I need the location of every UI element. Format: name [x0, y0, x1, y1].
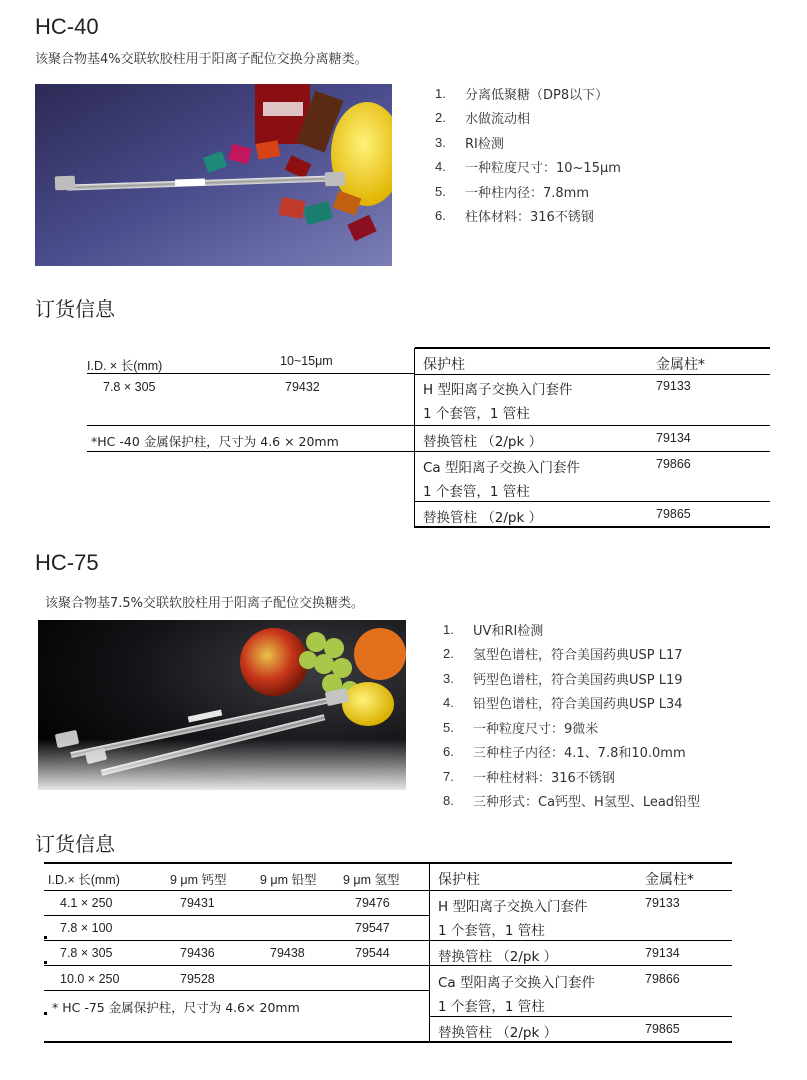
col-header-lead: 9 μm 铅型 — [260, 873, 317, 887]
col-header-size: 10~15μm — [280, 354, 333, 368]
guard-item-sublabel: 1 个套管，1 管柱 — [438, 999, 545, 1015]
col-header-calcium: 9 μm 钙型 — [170, 873, 227, 887]
table-cell-id: 10.0 × 250 — [60, 972, 120, 986]
feature-item: 8. 三种形式：Ca钙型、H氢型、Lead铅型 — [443, 793, 701, 811]
guard-item-sublabel: 1 个套管，1 管柱 — [438, 923, 545, 939]
feature-item: 6. 三种柱子内径：4.1、7.8和10.0mm — [443, 744, 686, 762]
guard-item-part: 79134 — [656, 431, 691, 445]
table-cell-calcium: 79528 — [180, 972, 215, 986]
table-cell-hydrogen: 79476 — [355, 896, 390, 910]
metal-column-header: 金属柱* — [645, 872, 694, 888]
guard-item-part: 79865 — [656, 507, 691, 521]
table-footnote: * HC -75 金属保护柱，尺寸为 4.6× 20mm — [52, 1000, 300, 1015]
guard-item-part: 79133 — [645, 896, 680, 910]
guard-item-label: 替换管柱 （2/pk ） — [438, 949, 558, 965]
hc75-title: HC-75 — [35, 550, 99, 575]
table-cell-id: 7.8 × 100 — [60, 921, 113, 935]
feature-item: 3. 钙型色谱柱，符合美国药典USP L19 — [443, 670, 683, 688]
feature-item: 6. 柱体材料：316不锈钢 — [435, 208, 594, 226]
col-header-id: I.D.× 长(mm) — [48, 873, 120, 887]
feature-item: 4. 铅型色谱柱，符合美国药典USP L34 — [443, 695, 683, 713]
hc40-description: 该聚合物基4%交联软胶柱用于阳离子配位交换分离糖类。 — [35, 52, 368, 67]
feature-item: 2. 氢型色谱柱，符合美国药典USP L17 — [443, 646, 683, 664]
feature-item: 5. 一种柱内径：7.8mm — [435, 183, 590, 201]
hc75-feature-list — [443, 617, 700, 813]
guard-item-sublabel: 1 个套管，1 管柱 — [423, 484, 530, 500]
table-footnote: *HC -40 金属保护柱，尺寸为 4.6 × 20mm — [91, 434, 339, 449]
guard-item-label: 替换管柱 （2/pk ） — [423, 434, 543, 450]
guard-item-label: Ca 型阳离子交换入门套件 — [423, 460, 580, 476]
hc40-order-heading: 订货信息 — [35, 297, 115, 321]
table-cell-id: 7.8 × 305 — [60, 946, 113, 960]
feature-item: 7. 一种柱材料：316不锈钢 — [443, 768, 615, 786]
feature-item: 1. 分离低聚糖（DP8以下） — [435, 85, 609, 103]
feature-item: 4. 一种粒度尺寸：10~15μm — [435, 159, 621, 177]
guard-item-label: H 型阳离子交换入门套件 — [423, 382, 573, 398]
guard-item-sublabel: 1 个套管，1 管柱 — [423, 406, 530, 422]
table-cell-part: 79432 — [285, 380, 320, 394]
guard-item-label: 替换管柱 （2/pk ） — [423, 510, 543, 526]
guard-column-header: 保护柱 — [438, 872, 480, 888]
table-cell-id: 7.8 × 305 — [103, 380, 156, 394]
table-cell-lead: 79438 — [270, 946, 305, 960]
table-cell-calcium: 79436 — [180, 946, 215, 960]
table-cell-calcium: 79431 — [180, 896, 215, 910]
hc75-order-heading: 订货信息 — [35, 832, 115, 856]
guard-item-label: 替换管柱 （2/pk ） — [438, 1025, 558, 1041]
guard-item-part: 79133 — [656, 379, 691, 393]
table-cell-hydrogen: 79547 — [355, 921, 390, 935]
guard-item-part: 79865 — [645, 1022, 680, 1036]
feature-item: 2. 水做流动相 — [435, 110, 531, 128]
table-cell-hydrogen: 79544 — [355, 946, 390, 960]
guard-item-part: 79866 — [645, 972, 680, 986]
guard-item-part: 79134 — [645, 946, 680, 960]
guard-item-part: 79866 — [656, 457, 691, 471]
hc75-description: 该聚合物基7.5%交联软胶柱用于阳离子配位交换糖类。 — [45, 596, 365, 611]
guard-column-header: 保护柱 — [423, 357, 465, 373]
metal-column-header: 金属柱* — [656, 357, 705, 373]
hc40-title: HC-40 — [35, 14, 99, 39]
hc75-product-photo — [38, 620, 406, 790]
table-cell-id: 4.1 × 250 — [60, 896, 113, 910]
feature-item: 5. 一种粒度尺寸：9微米 — [443, 719, 599, 737]
col-header-id: I.D. × 长(mm) — [87, 359, 163, 373]
feature-item: 3. RI检测 — [435, 134, 504, 152]
guard-item-label: Ca 型阳离子交换入门套件 — [438, 975, 595, 991]
col-header-hydrogen: 9 μm 氢型 — [343, 873, 400, 887]
guard-item-label: H 型阳离子交换入门套件 — [438, 899, 588, 915]
feature-item: 1. UV和RI检测 — [443, 621, 544, 639]
